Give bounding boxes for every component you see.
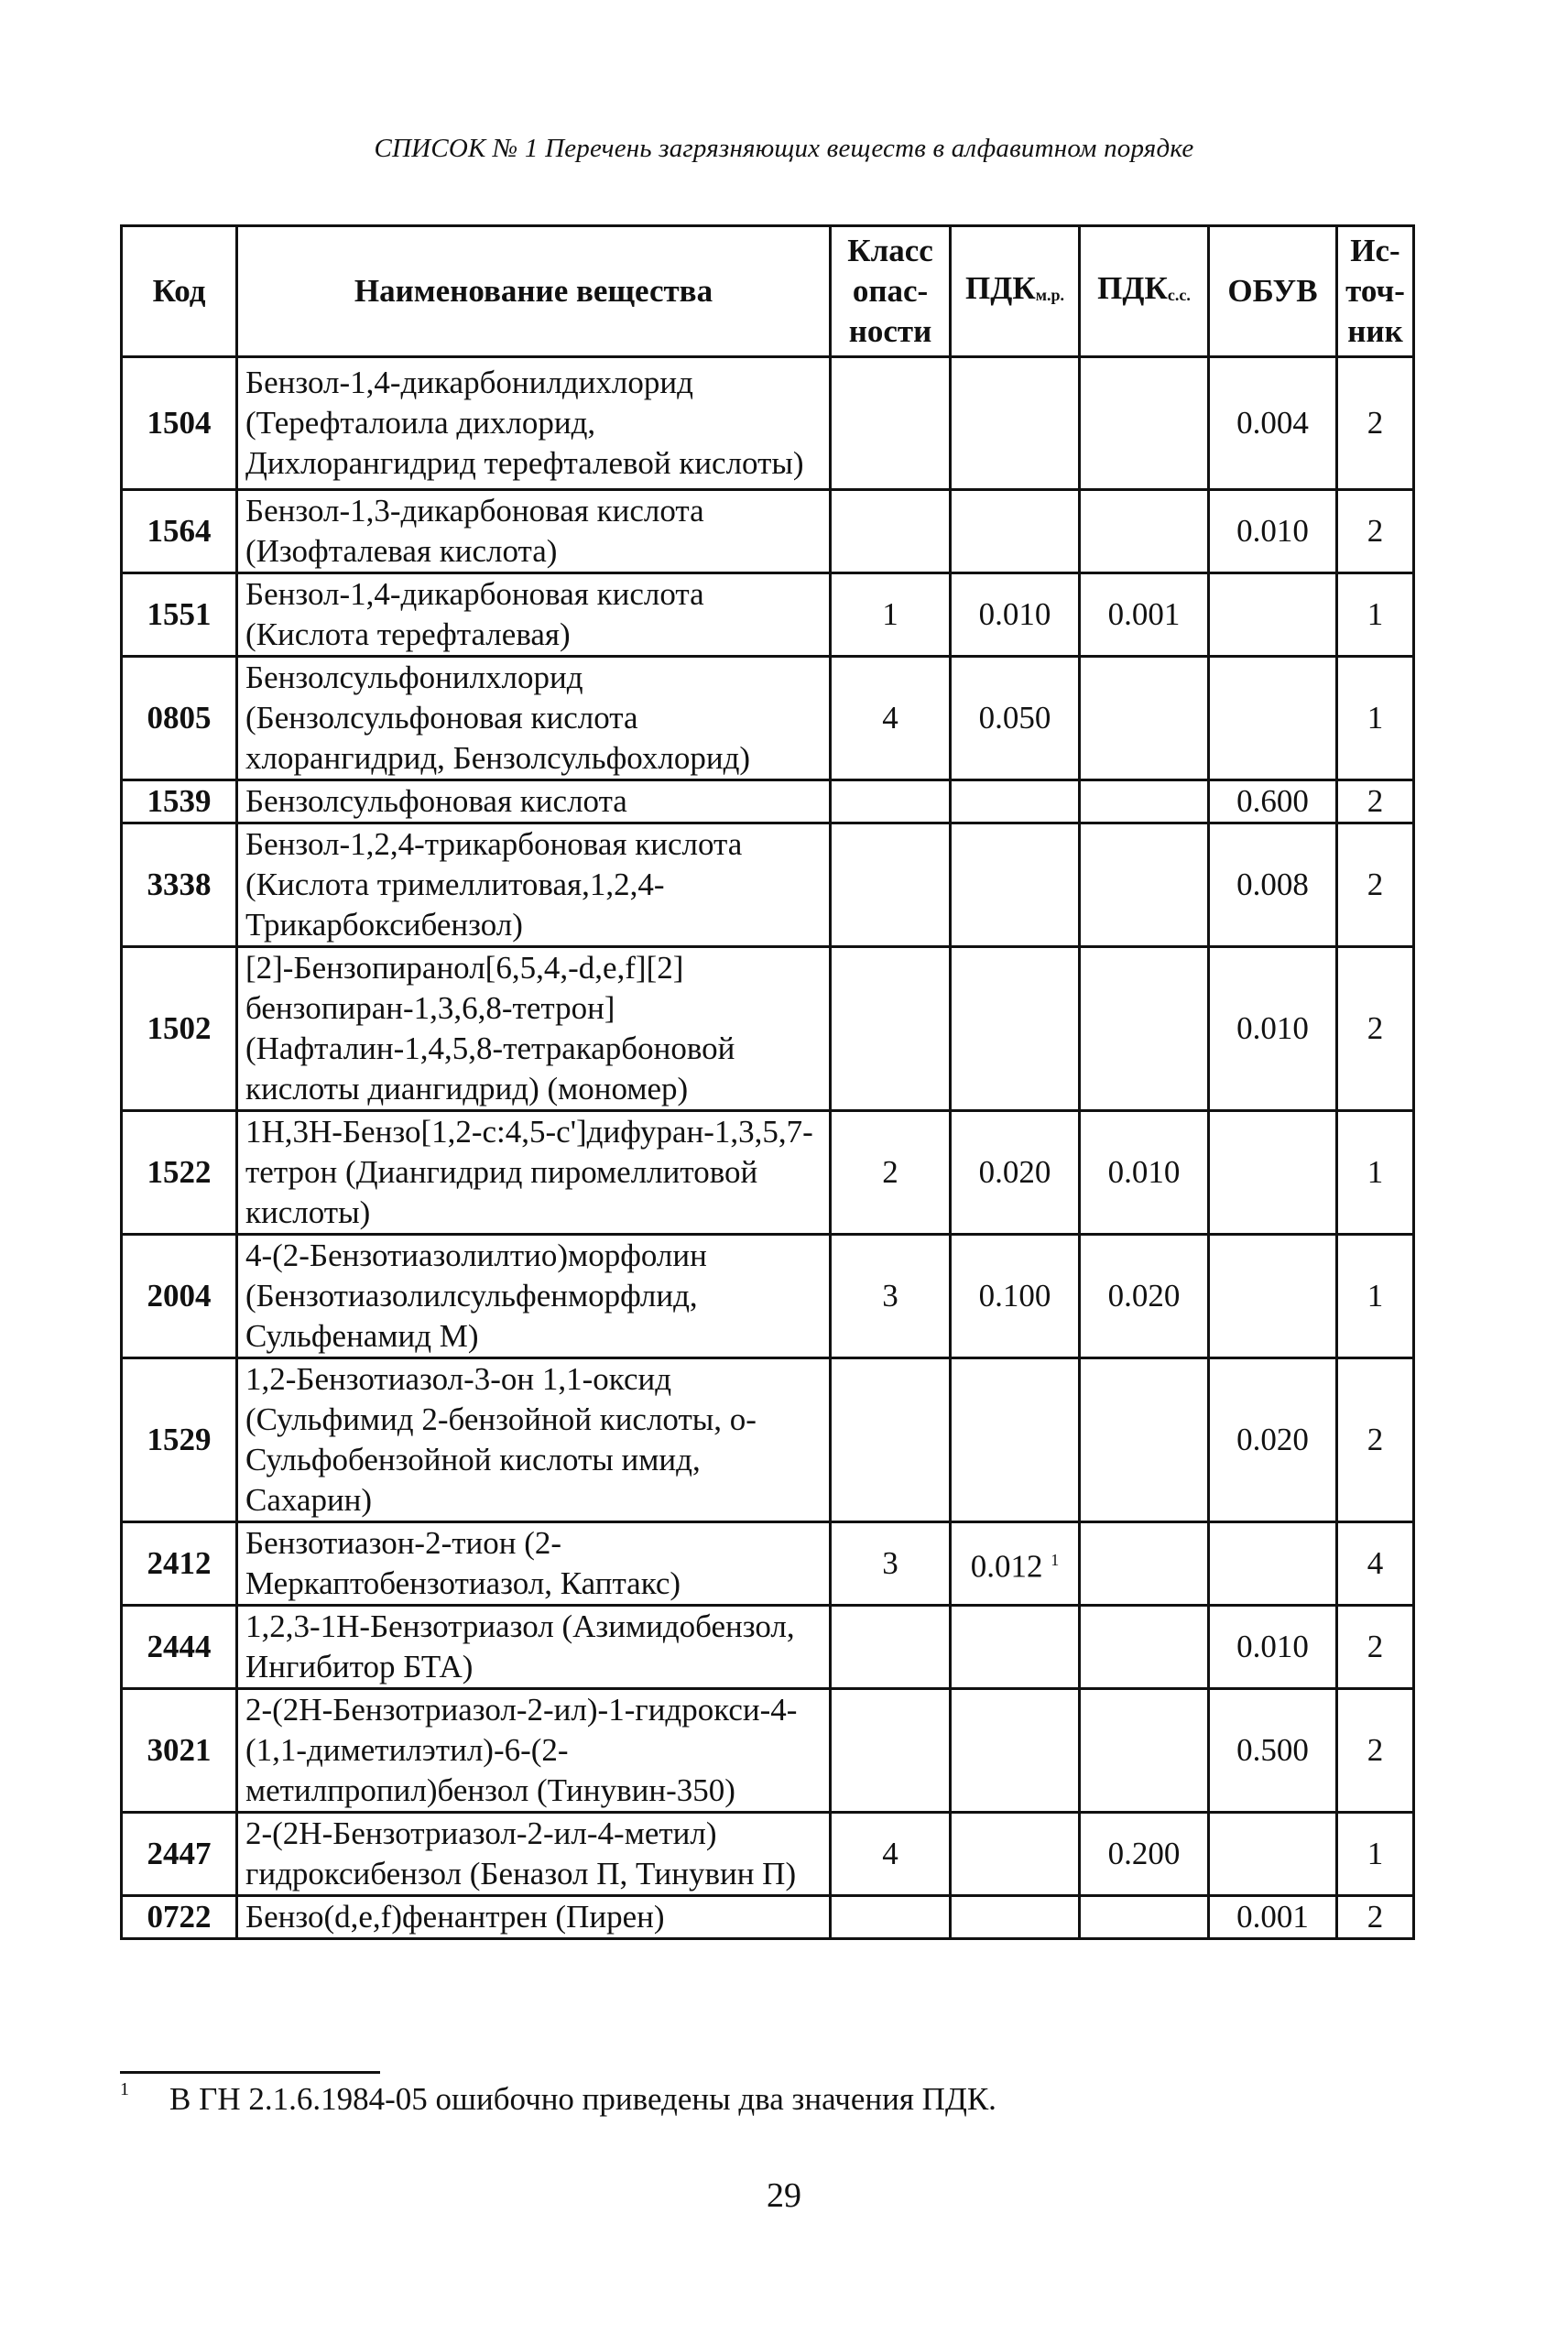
cell-source	[1337, 1689, 1414, 1813]
cell-name	[237, 573, 831, 657]
cell-pdk-mr-value: 0.010	[978, 596, 1051, 632]
col-source	[1337, 226, 1414, 357]
cell-pdk-ss	[1080, 1235, 1209, 1358]
cell-name-value: 1,2-Бензотиазол-3-он 1,1-оксид (Сульфимид 2-бензойной кислоты, о-Сульфобензойной кислоты имид, Сахарин)	[245, 1361, 757, 1518]
cell-pdk-ss	[1080, 1689, 1209, 1813]
cell-name-value: Бензолсульфонилхлорид (Бензолсульфоновая кислота хлорангидрид, Бензолсульфохлорид)	[245, 660, 751, 776]
cell-name-value: Бензотиазон-2-тион (2-Меркаптобензотиазол, Каптакс)	[245, 1525, 681, 1601]
cell-name-value: 1,2,3-1H-Бензотриазол (Азимидобензол, Ингибитор БТА)	[245, 1608, 795, 1684]
cell-pdk-mr	[951, 357, 1080, 490]
col-source-line1: Ис-	[1350, 233, 1400, 268]
cell-code-value: 3021	[147, 1732, 212, 1768]
cell-pdk-ss	[1080, 780, 1209, 823]
cell-code-value: 3338	[147, 867, 212, 902]
table-row	[122, 357, 1414, 490]
col-obuv: ОБУВ	[1209, 226, 1337, 357]
cell-source-value: 1	[1367, 1278, 1384, 1314]
cell-code-value: 1504	[147, 405, 212, 441]
cell-pdk-ss-value: 0.020	[1107, 1278, 1181, 1314]
cell-obuv-value: 0.500	[1236, 1732, 1309, 1768]
cell-source	[1337, 823, 1414, 947]
cell-name	[237, 490, 831, 573]
cell-source	[1337, 1896, 1414, 1939]
cell-pdk-ss	[1080, 1813, 1209, 1896]
table-row	[122, 573, 1414, 657]
cell-name	[237, 1358, 831, 1522]
cell-code	[122, 1813, 237, 1896]
cell-obuv-value: 0.010	[1236, 513, 1309, 549]
cell-source	[1337, 947, 1414, 1111]
cell-name	[237, 780, 831, 823]
col-class-line2: опас-	[852, 273, 929, 309]
cell-source	[1337, 1522, 1414, 1606]
cell-pdk-ss	[1080, 1111, 1209, 1235]
cell-name-value: 1H,3H-Бензо[1,2-c:4,5-c']дифуран-1,3,5,7-тетрон (Диангидрид пиромеллитовой кислоты)	[245, 1114, 813, 1230]
cell-source-value: 2	[1367, 1899, 1384, 1935]
cell-source	[1337, 1813, 1414, 1896]
col-class-line1: Класс	[847, 233, 933, 268]
cell-pdk-ss	[1080, 823, 1209, 947]
cell-source-value: 2	[1367, 783, 1384, 819]
cell-obuv-value: 0.020	[1236, 1422, 1309, 1457]
cell-class-value: 2	[882, 1154, 898, 1190]
cell-code	[122, 780, 237, 823]
cell-pdk-ss	[1080, 947, 1209, 1111]
cell-name	[237, 1813, 831, 1896]
cell-code-value: 1502	[147, 1010, 212, 1046]
cell-obuv-value: 0.010	[1236, 1629, 1309, 1664]
cell-source	[1337, 1235, 1414, 1358]
cell-name	[237, 657, 831, 780]
cell-name	[237, 1522, 831, 1606]
cell-class-value: 4	[882, 1836, 898, 1871]
cell-pdk-mr	[951, 1689, 1080, 1813]
col-pdk-mr-sub: м.р.	[1035, 285, 1064, 304]
cell-pdk-mr	[951, 823, 1080, 947]
page-number: 29	[767, 2176, 801, 2215]
cell-code	[122, 1522, 237, 1606]
cell-pdk-ss	[1080, 1522, 1209, 1606]
col-pdk-mr-label: ПДК	[965, 269, 1036, 306]
cell-pdk-ss	[1080, 1606, 1209, 1689]
cell-source-value: 2	[1367, 405, 1384, 441]
cell-code	[122, 573, 237, 657]
cell-obuv	[1209, 780, 1337, 823]
cell-class	[831, 657, 951, 780]
cell-obuv	[1209, 357, 1337, 490]
cell-obuv	[1209, 1606, 1337, 1689]
cell-pdk-mr	[951, 1813, 1080, 1896]
table-row	[122, 1896, 1414, 1939]
cell-name-value: Бензолсульфоновая кислота	[245, 783, 627, 819]
footnote-text: В ГН 2.1.6.1984-05 ошибочно приведены два значения ПДК.	[169, 2081, 996, 2117]
cell-name-value: Бензол-1,4-дикарбонилдихлорид (Терефталоила дихлорид, Дихлорангидрид терефталевой кислоты)	[245, 365, 804, 481]
col-pdk-mr	[951, 226, 1080, 357]
cell-source	[1337, 1606, 1414, 1689]
cell-obuv-value: 0.001	[1236, 1899, 1309, 1935]
cell-code	[122, 657, 237, 780]
footnote-mark: 1	[120, 2079, 129, 2099]
cell-code	[122, 490, 237, 573]
cell-pdk-mr-value: 0.050	[978, 700, 1051, 736]
cell-pdk-mr	[951, 1358, 1080, 1522]
cell-pdk-ss-value: 0.200	[1107, 1836, 1181, 1871]
cell-source-value: 2	[1367, 513, 1384, 549]
cell-pdk-mr-value: 0.020	[978, 1154, 1051, 1190]
cell-class	[831, 1111, 951, 1235]
cell-code-value: 0805	[147, 700, 212, 736]
footnote	[120, 2081, 996, 2118]
cell-code-value: 1522	[147, 1154, 212, 1190]
cell-class	[831, 1896, 951, 1939]
cell-pdk-mr	[951, 1896, 1080, 1939]
table-row	[122, 947, 1414, 1111]
cell-name-value: [2]-Бензопиранол[6,5,4,-d,e,f][2] бензопиран-1,3,6,8-тетрон] (Нафталин-1,4,5,8-тетракарбоновой кислоты диангидрид) (мономер)	[245, 950, 735, 1107]
cell-code	[122, 1358, 237, 1522]
cell-source-value: 2	[1367, 867, 1384, 902]
cell-class-value: 3	[882, 1278, 898, 1314]
cell-name-value: 2-(2H-Бензотриазол-2-ил)-1-гидрокси-4-(1,1-диметилэтил)-6-(2-метилпропил)бензол (Тинувин-350)	[245, 1692, 798, 1808]
cell-name	[237, 823, 831, 947]
cell-pdk-ss	[1080, 1358, 1209, 1522]
col-class	[831, 226, 951, 357]
col-pdk-ss-sub: с.с.	[1167, 285, 1191, 304]
cell-source	[1337, 657, 1414, 780]
cell-source-value: 1	[1367, 700, 1384, 736]
cell-name	[237, 1689, 831, 1813]
cell-code	[122, 947, 237, 1111]
cell-code-value: 1564	[147, 513, 212, 549]
cell-name-value: Бензол-1,2,4-трикарбоновая кислота (Кислота тримеллитовая,1,2,4-Трикарбоксибензол)	[245, 826, 743, 943]
cell-source-value: 2	[1367, 1732, 1384, 1768]
cell-pdk-mr	[951, 657, 1080, 780]
cell-pdk-mr	[951, 1606, 1080, 1689]
cell-pdk-mr	[951, 1235, 1080, 1358]
cell-obuv-value: 0.600	[1236, 783, 1309, 819]
cell-name	[237, 1111, 831, 1235]
cell-class	[831, 1689, 951, 1813]
footnote-divider	[120, 2071, 380, 2074]
cell-class	[831, 1235, 951, 1358]
cell-source	[1337, 490, 1414, 573]
table-row	[122, 1813, 1414, 1896]
cell-pdk-ss-value: 0.001	[1107, 596, 1181, 632]
cell-name-value: Бензол-1,4-дикарбоновая кислота (Кислота терефталевая)	[245, 576, 704, 652]
cell-name-value: Бензо(d,e,f)фенантрен (Пирен)	[245, 1899, 665, 1935]
cell-obuv	[1209, 1689, 1337, 1813]
cell-source	[1337, 1358, 1414, 1522]
cell-obuv	[1209, 947, 1337, 1111]
table-row	[122, 1235, 1414, 1358]
cell-code-value: 1529	[147, 1422, 212, 1457]
table-header-row	[122, 226, 1414, 357]
cell-obuv-value: 0.008	[1236, 867, 1309, 902]
cell-source-value: 2	[1367, 1629, 1384, 1664]
cell-pdk-mr-value: 0.100	[978, 1278, 1051, 1314]
substances-table	[120, 224, 1415, 1940]
col-source-line3: ник	[1347, 313, 1403, 349]
table-row	[122, 490, 1414, 573]
cell-pdk-mr	[951, 1111, 1080, 1235]
cell-source-value: 1	[1367, 1154, 1384, 1190]
cell-obuv	[1209, 490, 1337, 573]
cell-code	[122, 823, 237, 947]
cell-class	[831, 490, 951, 573]
cell-obuv	[1209, 573, 1337, 657]
col-pdk-ss	[1080, 226, 1209, 357]
cell-source	[1337, 780, 1414, 823]
table-row	[122, 657, 1414, 780]
cell-obuv	[1209, 657, 1337, 780]
cell-class	[831, 947, 951, 1111]
cell-class-value: 4	[882, 700, 898, 736]
cell-pdk-mr	[951, 947, 1080, 1111]
cell-code-value: 2412	[147, 1545, 212, 1581]
cell-code	[122, 1689, 237, 1813]
table-row	[122, 780, 1414, 823]
cell-class-value: 3	[882, 1545, 898, 1581]
cell-obuv	[1209, 1111, 1337, 1235]
cell-code	[122, 1111, 237, 1235]
cell-class	[831, 1358, 951, 1522]
cell-source	[1337, 573, 1414, 657]
cell-code-value: 1551	[147, 596, 212, 632]
cell-name	[237, 1606, 831, 1689]
cell-pdk-ss	[1080, 1896, 1209, 1939]
table-row	[122, 1606, 1414, 1689]
cell-pdk-ss-value: 0.010	[1107, 1154, 1181, 1190]
cell-name-value: 2-(2H-Бензотриазол-2-ил-4-метил) гидроксибензол (Беназол П, Тинувин П)	[245, 1815, 797, 1891]
cell-class-value: 1	[882, 596, 898, 632]
cell-code-value: 0722	[147, 1899, 212, 1935]
cell-code	[122, 1235, 237, 1358]
cell-class	[831, 780, 951, 823]
cell-pdk-ss	[1080, 573, 1209, 657]
cell-code-value: 1539	[147, 783, 212, 819]
cell-class	[831, 823, 951, 947]
col-pdk-ss-label: ПДК	[1097, 269, 1168, 306]
cell-pdk-ss	[1080, 657, 1209, 780]
cell-name	[237, 357, 831, 490]
cell-obuv	[1209, 1522, 1337, 1606]
cell-name	[237, 947, 831, 1111]
cell-obuv	[1209, 1813, 1337, 1896]
list-header: СПИСОК № 1 Перечень загрязняющих веществ в алфавитном порядке	[374, 134, 1194, 163]
cell-name	[237, 1896, 831, 1939]
cell-class	[831, 1813, 951, 1896]
cell-code	[122, 1606, 237, 1689]
cell-source-value: 2	[1367, 1422, 1384, 1457]
cell-pdk-mr	[951, 573, 1080, 657]
col-source-line2: точ-	[1345, 273, 1405, 309]
cell-obuv	[1209, 1358, 1337, 1522]
cell-obuv	[1209, 1235, 1337, 1358]
cell-pdk-mr	[951, 490, 1080, 573]
cell-source-value: 2	[1367, 1010, 1384, 1046]
table-row	[122, 1522, 1414, 1606]
cell-obuv	[1209, 1896, 1337, 1939]
cell-class	[831, 1522, 951, 1606]
table-row	[122, 1358, 1414, 1522]
col-name: Наименование вещества	[237, 226, 831, 357]
cell-code	[122, 1896, 237, 1939]
table-row	[122, 823, 1414, 947]
cell-code-value: 2004	[147, 1278, 212, 1314]
cell-name	[237, 1235, 831, 1358]
cell-obuv-value: 0.004	[1236, 405, 1309, 441]
cell-obuv	[1209, 823, 1337, 947]
cell-pdk-mr	[951, 1522, 1080, 1606]
cell-code-value: 2444	[147, 1629, 212, 1664]
cell-name-value: Бензол-1,3-дикарбоновая кислота (Изофталевая кислота)	[245, 493, 704, 569]
cell-source	[1337, 1111, 1414, 1235]
cell-code	[122, 357, 237, 490]
cell-class	[831, 357, 951, 490]
footnote-ref: 1	[1051, 1551, 1060, 1570]
cell-pdk-ss	[1080, 357, 1209, 490]
cell-code-value: 2447	[147, 1836, 212, 1871]
cell-obuv-value: 0.010	[1236, 1010, 1309, 1046]
cell-pdk-mr-value: 0.012	[970, 1548, 1043, 1585]
table-row	[122, 1689, 1414, 1813]
col-code: Код	[122, 226, 237, 357]
cell-source	[1337, 357, 1414, 490]
cell-pdk-ss	[1080, 490, 1209, 573]
cell-source-value: 1	[1367, 596, 1384, 632]
cell-source-value: 4	[1367, 1545, 1384, 1581]
table-row	[122, 1111, 1414, 1235]
cell-class	[831, 1606, 951, 1689]
cell-pdk-mr	[951, 780, 1080, 823]
cell-name-value: 4-(2-Бензотиазолилтио)морфолин (Бензотиазолилсульфенморфлид, Сульфенамид М)	[245, 1237, 707, 1354]
col-class-line3: ности	[848, 313, 932, 349]
cell-class	[831, 573, 951, 657]
cell-source-value: 1	[1367, 1836, 1384, 1871]
